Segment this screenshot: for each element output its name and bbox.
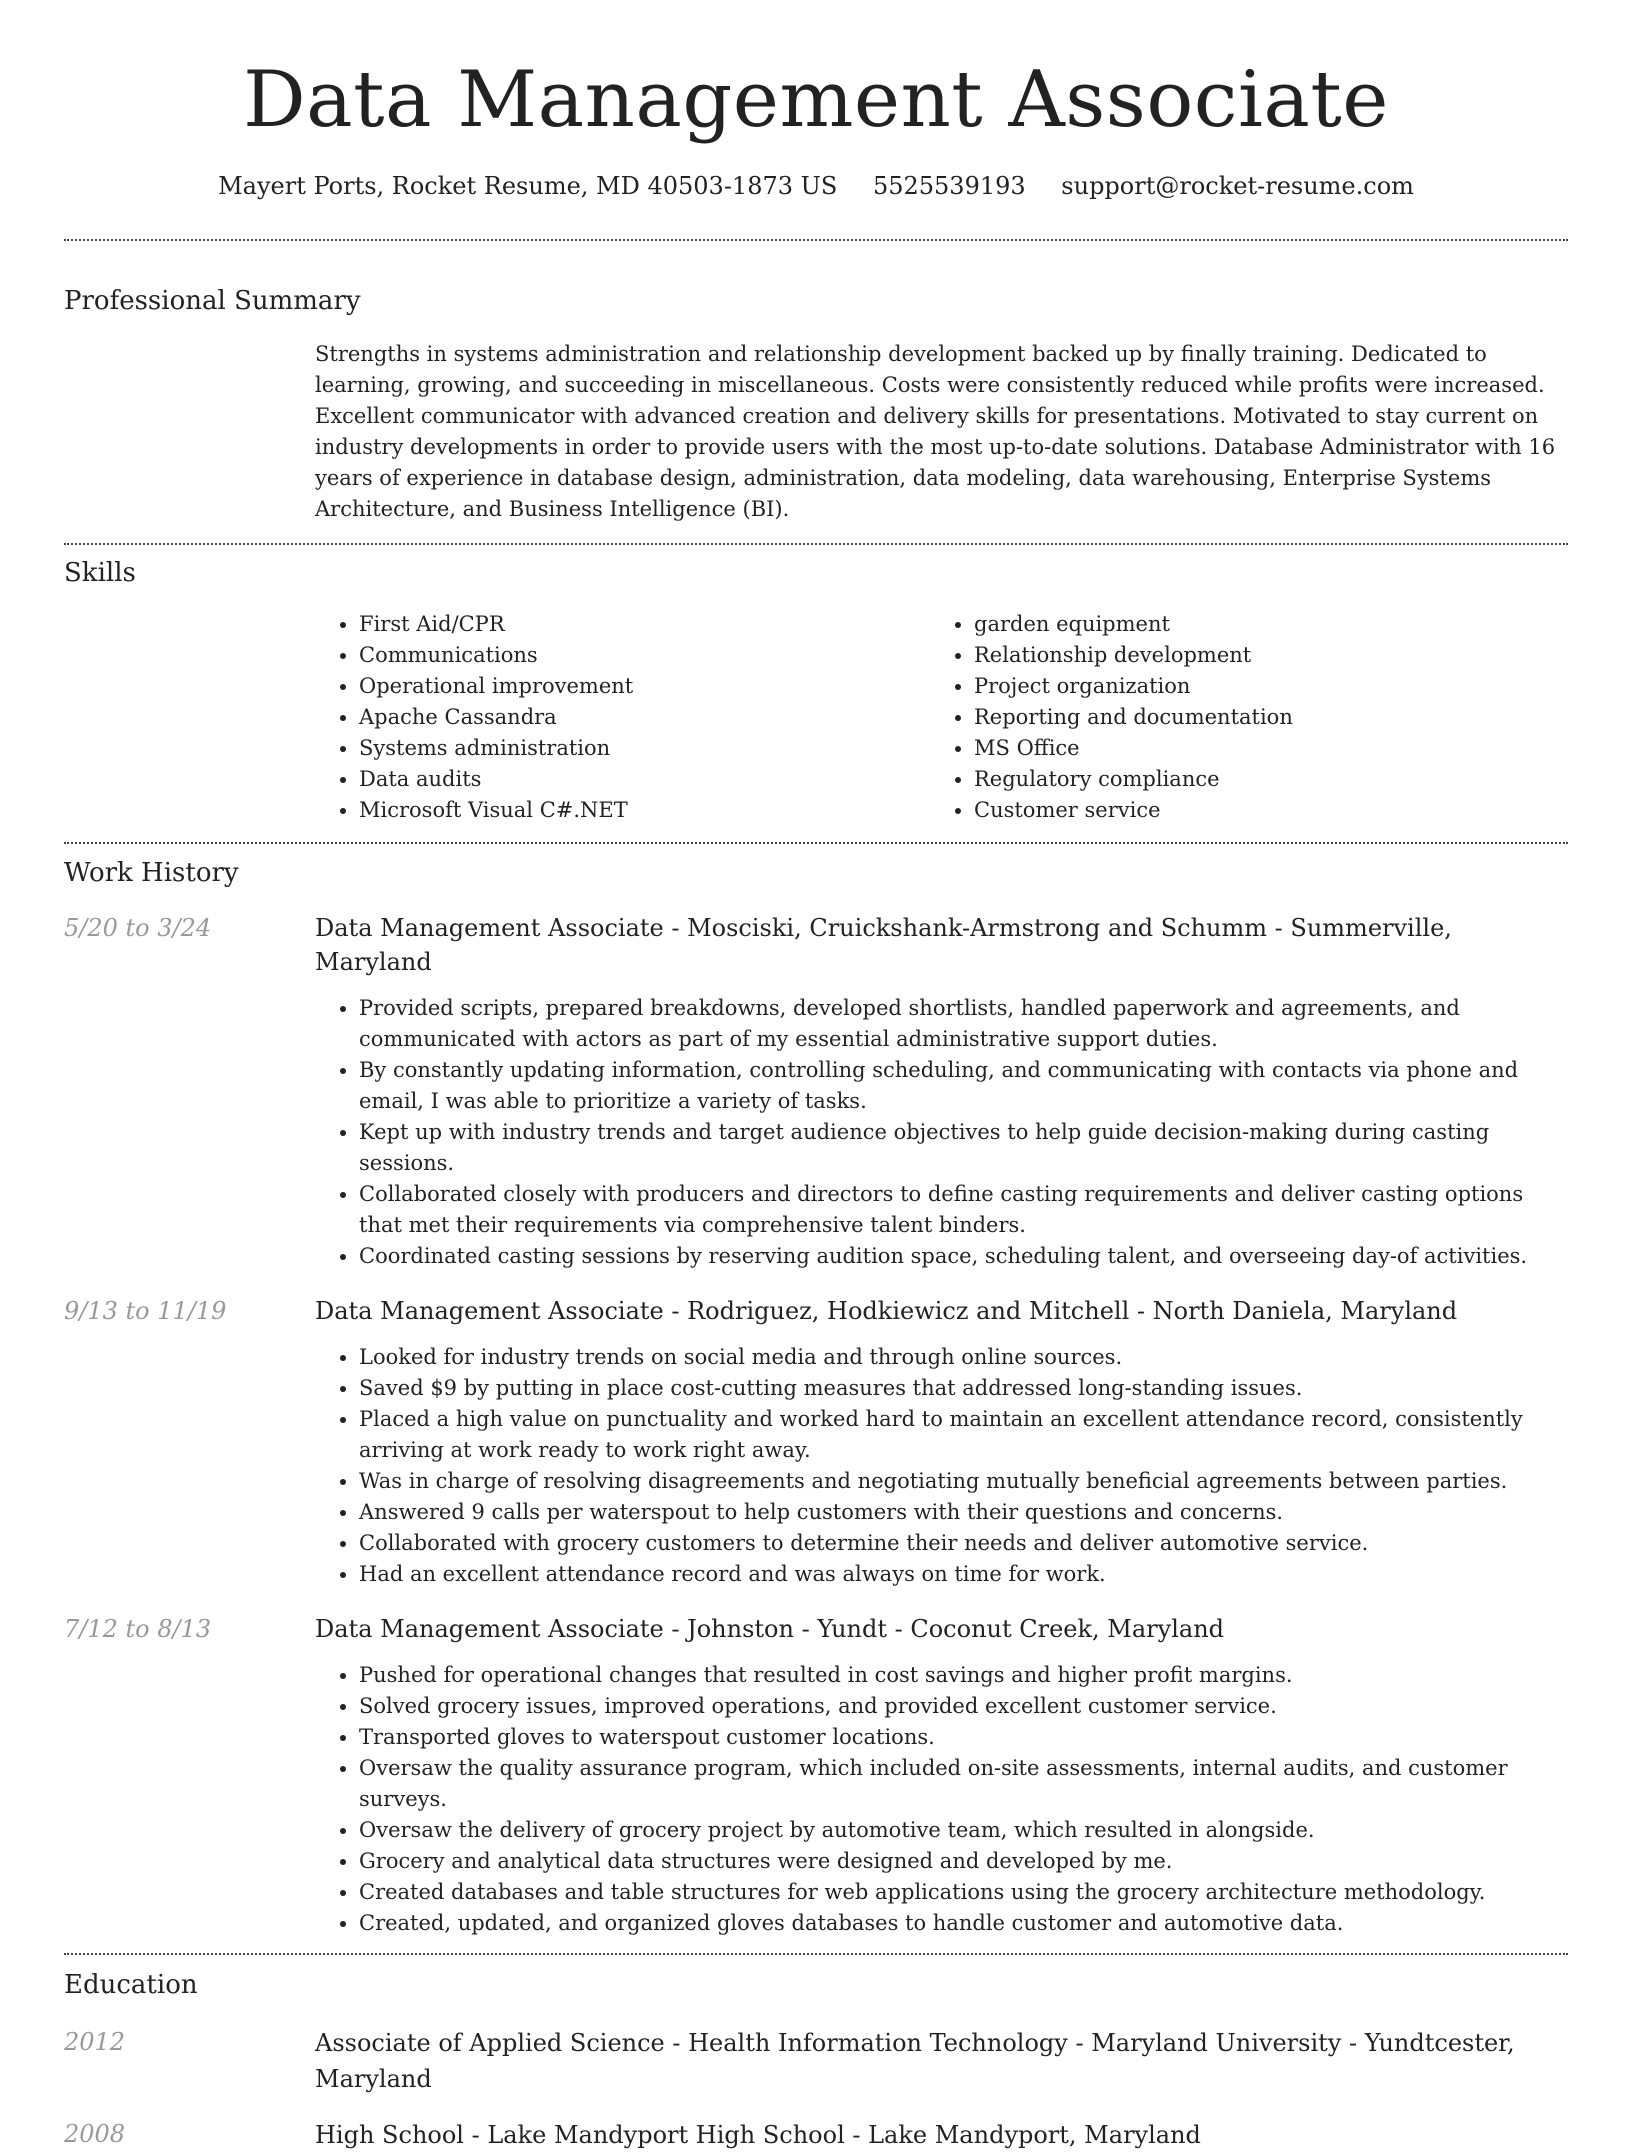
job-dates: 9/13 to 11/19 — [64, 1297, 227, 1325]
contact-address: Mayert Ports, Rocket Resume, MD 40503-1873 US — [218, 172, 838, 200]
job-bullet: • Provided scripts, prepared breakdowns, developed shortlists, handled paperwork and agreements, and communicated with actors as part of my essential administrative support duties. — [359, 993, 1568, 1055]
skill-item: • Customer service — [974, 795, 1530, 826]
job-bullet: • Created, updated, and organized gloves databases to handle customer and automotive data. — [359, 1908, 1568, 1939]
skills-section — [64, 555, 1568, 826]
job-bullet: • Oversaw the quality assurance program, which included on-site assessments, internal audits, and customer surveys. — [359, 1753, 1568, 1815]
job-bullet: • Collaborated closely with producers and directors to define casting requirements and deliver casting options that met their requirements via comprehensive talent binders. — [359, 1179, 1568, 1241]
section-divider — [64, 239, 1568, 241]
job-body — [315, 911, 1568, 1272]
education-year: 2012 — [64, 2028, 126, 2056]
skill-item: • Systems administration — [359, 733, 930, 764]
skill-item: • Project organization — [974, 671, 1530, 702]
job-bullet: • Answered 9 calls per waterspout to help customers with their questions and concerns. — [359, 1497, 1568, 1528]
job-bullet: • Coordinated casting sessions by reserving audition space, scheduling talent, and overseeing day-of activities. — [359, 1241, 1568, 1272]
candidate-name: Data Management Associate — [243, 55, 1389, 145]
job-heading: Data Management Associate - Johnston - Yundt - Coconut Creek, Maryland — [315, 1615, 1225, 1643]
education-entry — [64, 2117, 1568, 2153]
job-dates: 7/12 to 8/13 — [64, 1615, 212, 1643]
skill-item: • Relationship development — [974, 640, 1530, 671]
job-bullet: • Created databases and table structures for web applications using the grocery architecture methodology. — [359, 1877, 1568, 1908]
skill-item: • MS Office — [974, 733, 1530, 764]
contact-phone: 5525539193 — [872, 172, 1026, 200]
job-bullet: • Collaborated with grocery customers to determine their needs and deliver automotive service. — [359, 1528, 1568, 1559]
job-entry — [64, 911, 1568, 1272]
section-divider — [64, 1953, 1568, 1955]
work-history-heading: Work History — [64, 858, 239, 888]
education-entry — [64, 2025, 1568, 2097]
job-bullet: • Was in charge of resolving disagreements and negotiating mutually beneficial agreements between parties. — [359, 1466, 1568, 1497]
skill-item: • garden equipment — [974, 609, 1530, 640]
skill-item: • Data audits — [359, 764, 930, 795]
job-bullet: • Placed a high value on punctuality and worked hard to maintain an excellent attendance record, consistently arriving at work ready to work right away. — [359, 1404, 1568, 1466]
job-body — [315, 1294, 1568, 1590]
resume-header — [64, 0, 1568, 202]
job-bullet: • Saved $9 by putting in place cost-cutting measures that addressed long-standing issues. — [359, 1373, 1568, 1404]
summary-text: Strengths in systems administration and relationship development backed up by finally training. Dedicated to learning, growing, and succeeding in miscellaneous. Costs were consistently reduced while profits were increased. Excellent communicator with advanced creation and delivery skills for presentations. Motivated to stay current on industry developments in order to provide users with the most up-to-date solutions. Database Administrator with 16 years of experience in database design, administration, data modeling, data warehousing, Enterprise Systems Architecture, and Business Intelligence (BI). — [315, 342, 1556, 521]
job-bullet: • Grocery and analytical data structures were designed and developed by me. — [359, 1846, 1568, 1877]
job-heading: Data Management Associate - Rodriguez, Hodkiewicz and Mitchell - North Daniela, Maryland — [315, 1297, 1458, 1325]
job-dates: 5/20 to 3/24 — [64, 914, 212, 942]
job-bullet-list — [315, 993, 1568, 1272]
skills-heading: Skills — [64, 558, 136, 588]
job-heading: Data Management Associate - Mosciski, Cruickshank-Armstrong and Schumm - Summerville, Maryland — [315, 914, 1452, 976]
section-divider — [64, 543, 1568, 545]
job-entry — [64, 1612, 1568, 1939]
job-bullet: • Looked for industry trends on social media and through online sources. — [359, 1342, 1568, 1373]
education-heading: Education — [64, 1970, 198, 2000]
skills-grid — [315, 609, 1568, 826]
job-bullet: • Kept up with industry trends and target audience objectives to help guide decision-making during casting sessions. — [359, 1117, 1568, 1179]
job-bullet: • Solved grocery issues, improved operations, and provided excellent customer service. — [359, 1691, 1568, 1722]
job-bullet: • By constantly updating information, controlling scheduling, and communicating with contacts via phone and email, I was able to prioritize a variety of tasks. — [359, 1055, 1568, 1117]
job-bullet-list — [315, 1342, 1568, 1590]
skill-item: • Apache Cassandra — [359, 702, 930, 733]
job-entry — [64, 1294, 1568, 1590]
summary-section — [64, 283, 1568, 525]
education-year: 2008 — [64, 2120, 126, 2148]
summary-heading: Professional Summary — [64, 286, 361, 316]
job-bullet-list — [315, 1660, 1568, 1939]
section-divider — [64, 842, 1568, 844]
job-bullet: • Transported gloves to waterspout customer locations. — [359, 1722, 1568, 1753]
work-history-section — [64, 855, 1568, 1939]
education-text: High School - Lake Mandyport High School - Lake Mandyport, Maryland — [315, 2121, 1201, 2149]
contact-email: support@rocket-resume.com — [1061, 172, 1414, 200]
skills-list-left — [315, 609, 930, 826]
skill-item: • Regulatory compliance — [974, 764, 1530, 795]
skill-item: • Operational improvement — [359, 671, 930, 702]
job-bullet: • Had an excellent attendance record and was always on time for work. — [359, 1559, 1568, 1590]
contact-line — [64, 170, 1568, 202]
skill-item: • First Aid/CPR — [359, 609, 930, 640]
education-text: Associate of Applied Science - Health Information Technology - Maryland University - Yundtcester, Maryland — [315, 2029, 1515, 2093]
education-section — [64, 1967, 1568, 2153]
job-bullet: • Pushed for operational changes that resulted in cost savings and higher profit margins. — [359, 1660, 1568, 1691]
job-bullet: • Oversaw the delivery of grocery project by automotive team, which resulted in alongside. — [359, 1815, 1568, 1846]
skill-item: • Communications — [359, 640, 930, 671]
skill-item: • Microsoft Visual C#.NET — [359, 795, 930, 826]
skill-item: • Reporting and documentation — [974, 702, 1530, 733]
skills-list-right — [930, 609, 1530, 826]
job-body — [315, 1612, 1568, 1939]
